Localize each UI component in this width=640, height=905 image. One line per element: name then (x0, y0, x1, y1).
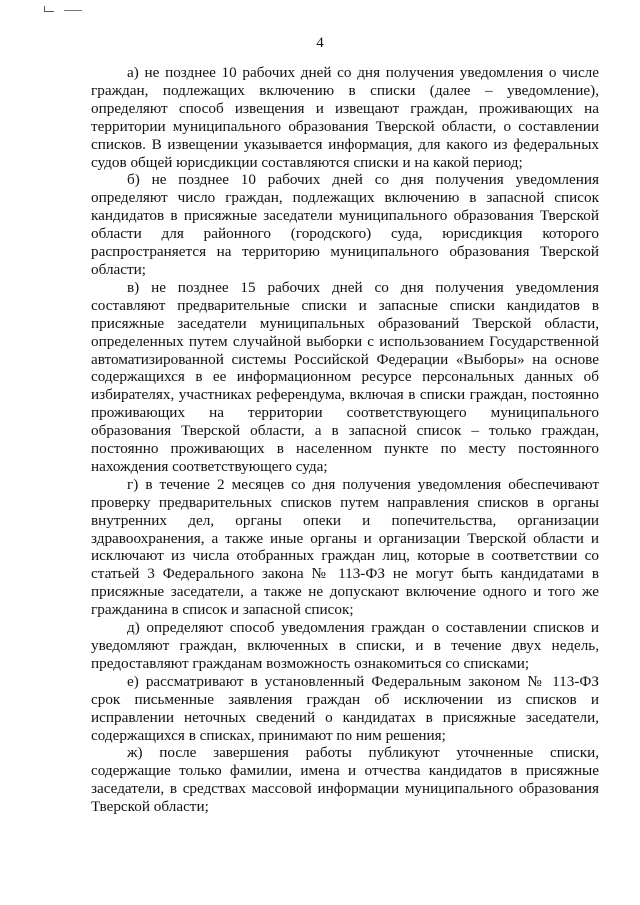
paragraph-a: а) не позднее 10 рабочих дней со дня получения уведомления о числе граждан, подлежащих включению в списки (далее – уведомление), определяют способ извещения и извещают граждан, проживающих на территории муниципального образования Тверской области, о составлении списков. В извещении указывается информация, для какого из федеральных судов общей юрисдикции составляются списки и на какой период; (91, 64, 599, 171)
paragraph-b: б) не позднее 10 рабочих дней со дня получения уведомления определяют число граждан, подлежащих включению в запасной список кандидатов в присяжные заседатели муниципального образования Тверской области для районного (городского) суда, юрисдикция которого распространяется на территорию муниципального образования Тверской области; (91, 171, 599, 278)
scan-top-line (64, 10, 82, 11)
paragraph-g: г) в течение 2 месяцев со дня получения уведомления обеспечивают проверку предварительных списков путем направления списков в органы внутренних дел, органы опеки и попечительства, организации здравоохранения, а также иные органы и организации Тверской области и исключают из числа отобранных граждан лиц, которые в соответствии со статьей 3 Федерального закона № 113-ФЗ не могут быть кандидатами в присяжные заседатели, а также не допускают включение одного и того же гражданина в список и запасной список; (91, 475, 599, 619)
paragraph-d: д) определяют способ уведомления граждан о составлении списков и уведомляют граждан, включенных в списки, и в течение двух недель, предоставляют гражданам возможность ознакомиться со списками; (91, 619, 599, 672)
document-body (91, 64, 599, 816)
scan-corner-mark (44, 6, 54, 12)
page-number: 4 (316, 35, 324, 51)
paragraph-zh: ж) после завершения работы публикуют уточненные списки, содержащие только фамилии, имена и отчества кандидатов в присяжные заседатели, в средствах массовой информации муниципального образования Тверской области; (91, 744, 599, 816)
paragraph-e: е) рассматривают в установленный Федеральным законом № 113-ФЗ срок письменные заявления граждан об исключении из списков и исправлении неточных сведений о кандидатах в присяжные заседатели, содержащихся в списках, принимают по ним решения; (91, 672, 599, 744)
paragraph-v: в) не позднее 15 рабочих дней со дня получения уведомления составляют предварительные списки и запасные списки кандидатов в присяжные заседатели муниципальных образований Тверской области, определенных путем случайной выборки с использованием Государственной автоматизированной системы Российской Федерации «Выборы» на основе содержащихся в ее информационном ресурсе персональных данных об избирателях, участниках референдума, включая в списки граждан, постоянно проживающих на территории соответствующего муниципального образования Тверской области, а в запасной список – только граждан, постоянно проживающих в населенном пункте по месту постоянного нахождения соответствующего суда; (91, 278, 599, 475)
